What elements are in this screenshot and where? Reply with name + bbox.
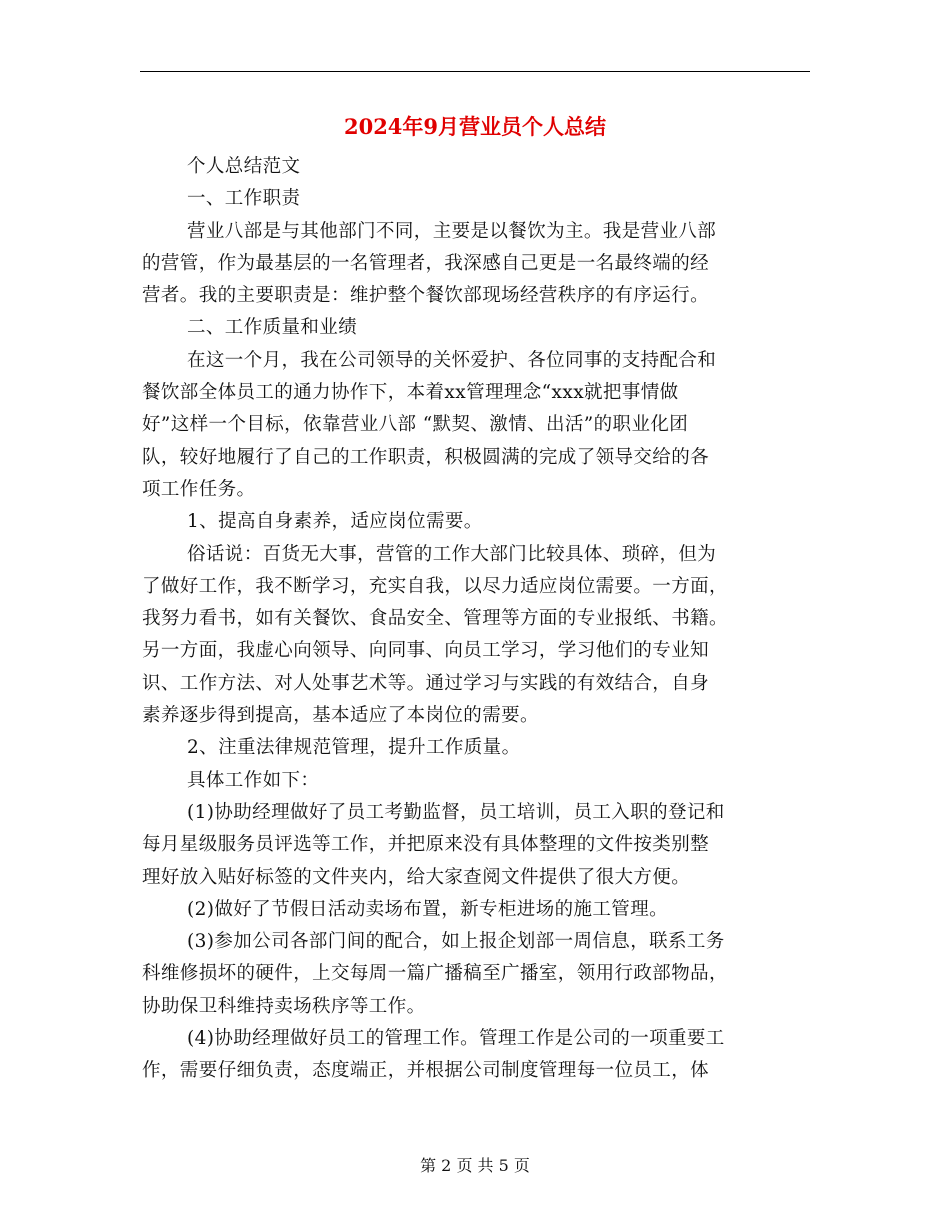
text-line: 我努力看书，如有关餐饮、食品安全、管理等方面的专业报纸、书籍。 [142, 608, 728, 630]
text-line: 识、工作方法、对人处事艺术等。通过学习与实践的有效结合，自身 [142, 672, 710, 694]
text-line: 2、注重法律规范管理，提升工作质量。 [187, 737, 521, 759]
text-line: 营者。我的主要职责是：维护整个餐饮部现场经营秩序的有序运行。 [142, 285, 710, 307]
text-line: 的营管，作为最基层的一名管理者，我深感自己更是一名最终端的经 [142, 252, 710, 274]
text-line: 作，需要仔细负责，态度端正，并根据公司制度管理每一位员工，体 [142, 1060, 710, 1082]
text-line: 二、工作质量和业绩 [187, 317, 358, 339]
text-line: 个人总结范文 [187, 156, 301, 177]
text-line: 营业八部是与其他部门不同，主要是以餐饮为主。我是营业八部 [187, 220, 717, 242]
text-line: 另一方面，我虚心向领导、向同事、向员工学习，学习他们的专业知 [142, 640, 710, 662]
text-line: (1)协助经理做好了员工考勤监督，员工培训，员工入职的登记和 [187, 801, 725, 823]
text-line: (4)协助经理做好员工的管理工作。管理工作是公司的一项重要工 [187, 1028, 725, 1050]
text-line: 在这一个月，我在公司领导的关怀爱护、各位同事的支持配合和 [187, 349, 717, 371]
text-line: 项工作任务。 [142, 478, 256, 500]
text-line: 餐饮部全体员工的通力协作下，本着xx管理理念“xxx就把事情做 [142, 382, 679, 404]
text-line: 一、工作职责 [187, 188, 301, 210]
text-line: 素养逐步得到提高，基本适应了本岗位的需要。 [142, 705, 539, 727]
document-title: 2024年9月营业员个人总结 [343, 114, 607, 139]
text-line: 俗话说：百货无大事，营管的工作大部门比较具体、琐碎，但为 [187, 543, 717, 565]
page-number-footer: 第 2 页 共 5 页 [420, 1156, 530, 1175]
text-line: 科维修损坏的硬件，上交每周一篇广播稿至广播室，领用行政部物品， [142, 963, 728, 985]
text-line: 1、提高自身素养，适应岗位需要。 [187, 511, 483, 533]
header-rule [140, 71, 810, 72]
text-line: (2)做好了节假日活动卖场布置，新专柜进场的施工管理。 [187, 898, 669, 920]
text-line: 了做好工作，我不断学习，充实自我，以尽力适应岗位需要。一方面， [142, 575, 728, 597]
text-line: 队，较好地履行了自己的工作职责，积极圆满的完成了领导交给的各 [142, 446, 710, 468]
document-body [142, 151, 810, 1088]
text-line: 好”这样一个目标，依靠营业八部 “默契、激情、出活”的职业化团 [142, 414, 689, 436]
text-line: 协助保卫科维持卖场秩序等工作。 [142, 995, 426, 1017]
text-line: (3)参加公司各部门间的配合，如上报企划部一周信息，联系工务 [187, 931, 725, 953]
text-line: 理好放入贴好标签的文件夹内，给大家查阅文件提供了很大方便。 [142, 866, 691, 888]
text-line: 具体工作如下： [187, 769, 320, 791]
text-line: 每月星级服务员评选等工作，并把原来没有具体整理的文件按类别整 [142, 834, 710, 856]
